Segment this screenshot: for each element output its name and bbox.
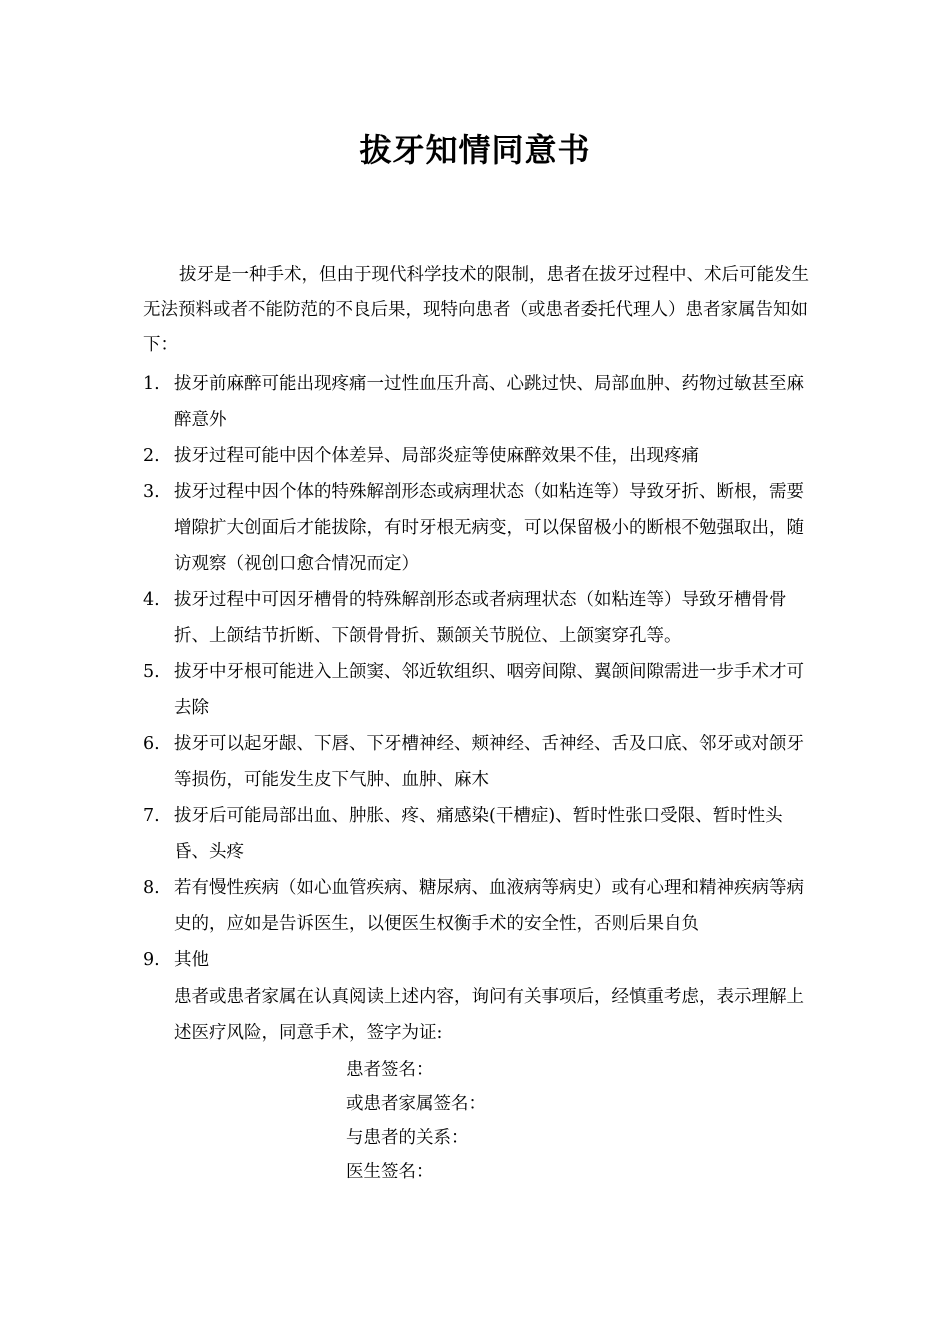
doctor-signature-label: 医生签名：: [346, 1162, 434, 1182]
list-item-number: 4.: [143, 590, 160, 610]
list-item-number: 2.: [143, 446, 160, 466]
intro-paragraph: 拔牙是一种手术，但由于现代科学技术的限制，患者在拔牙过程中、术后可能发生无法预料或者不能防范的不良后果，现特向患者（或患者委托代理人）患者家属告知如下：: [143, 265, 809, 355]
list-item-text: 拔牙前麻醉可能出现疼痛一过性血压升高、心跳过快、局部血肿、药物过敏甚至麻醉意外: [174, 374, 804, 430]
consent-statement: 患者或患者家属在认真阅读上述内容，询问有关事项后，经慎重考虑，表示理解上述医疗风险，同意手术，签字为证:: [174, 987, 804, 1043]
list-item-text: 拔牙过程中因个体的特殊解剖形态或病理状态（如粘连等）导致牙折、断根，需要增隙扩大创面后才能拔除，有时牙根无病变，可以保留极小的断根不勉强取出，随访观察（视创口愈合情况而定）: [174, 482, 804, 574]
list-item: [143, 474, 811, 582]
list-item-number: 7.: [143, 806, 160, 826]
risk-list: [143, 366, 811, 978]
list-item: [143, 654, 811, 726]
list-item: [143, 798, 811, 870]
list-item: [143, 366, 811, 438]
list-item-number: 1.: [143, 374, 160, 394]
list-item-number: 9.: [143, 950, 160, 970]
list-item-text: 若有慢性疾病（如心血管疾病、糖尿病、血液病等病史）或有心理和精神疾病等病史的，应如是告诉医生，以便医生权衡手术的安全性，否则后果自负: [174, 878, 804, 934]
family-signature-label: 或患者家属签名：: [346, 1094, 486, 1114]
list-item-number: 6.: [143, 734, 160, 754]
list-item-text: 拔牙可以起牙龈、下唇、下牙槽神经、颊神经、舌神经、舌及口底、邻牙或对颌牙等损伤，可能发生皮下气肿、血肿、麻木: [174, 734, 804, 790]
relation-label: 与患者的关系：: [346, 1128, 469, 1148]
list-item: [143, 870, 811, 942]
list-item-text: 其他: [174, 950, 209, 970]
list-item: [143, 942, 811, 978]
list-item: [143, 438, 811, 474]
page-title: 拔牙知情同意书: [359, 131, 591, 169]
list-item-text: 拔牙中牙根可能进入上颌窦、邻近软组织、咽旁间隙、翼颌间隙需进一步手术才可去除: [174, 662, 804, 718]
list-item-number: 3.: [143, 482, 160, 502]
list-item-text: 拔牙后可能局部出血、肿胀、疼、痛感染(干槽症)、暂时性张口受限、暂时性头昏、头疼: [174, 806, 783, 862]
list-item: [143, 582, 811, 654]
list-item-text: 拔牙过程可能中因个体差异、局部炎症等使麻醉效果不佳，出现疼痛: [174, 446, 699, 466]
signature-block: [346, 1053, 746, 1189]
list-item-number: 8.: [143, 878, 160, 898]
list-item: [143, 726, 811, 798]
list-item-text: 拔牙过程中可因牙槽骨的特殊解剖形态或者病理状态（如粘连等）导致牙槽骨骨折、上颌结节折断、下颌骨骨折、颞颌关节脱位、上颌窦穿孔等。: [174, 590, 787, 646]
list-item-number: 5.: [143, 662, 160, 682]
patient-signature-label: 患者签名：: [346, 1060, 434, 1080]
